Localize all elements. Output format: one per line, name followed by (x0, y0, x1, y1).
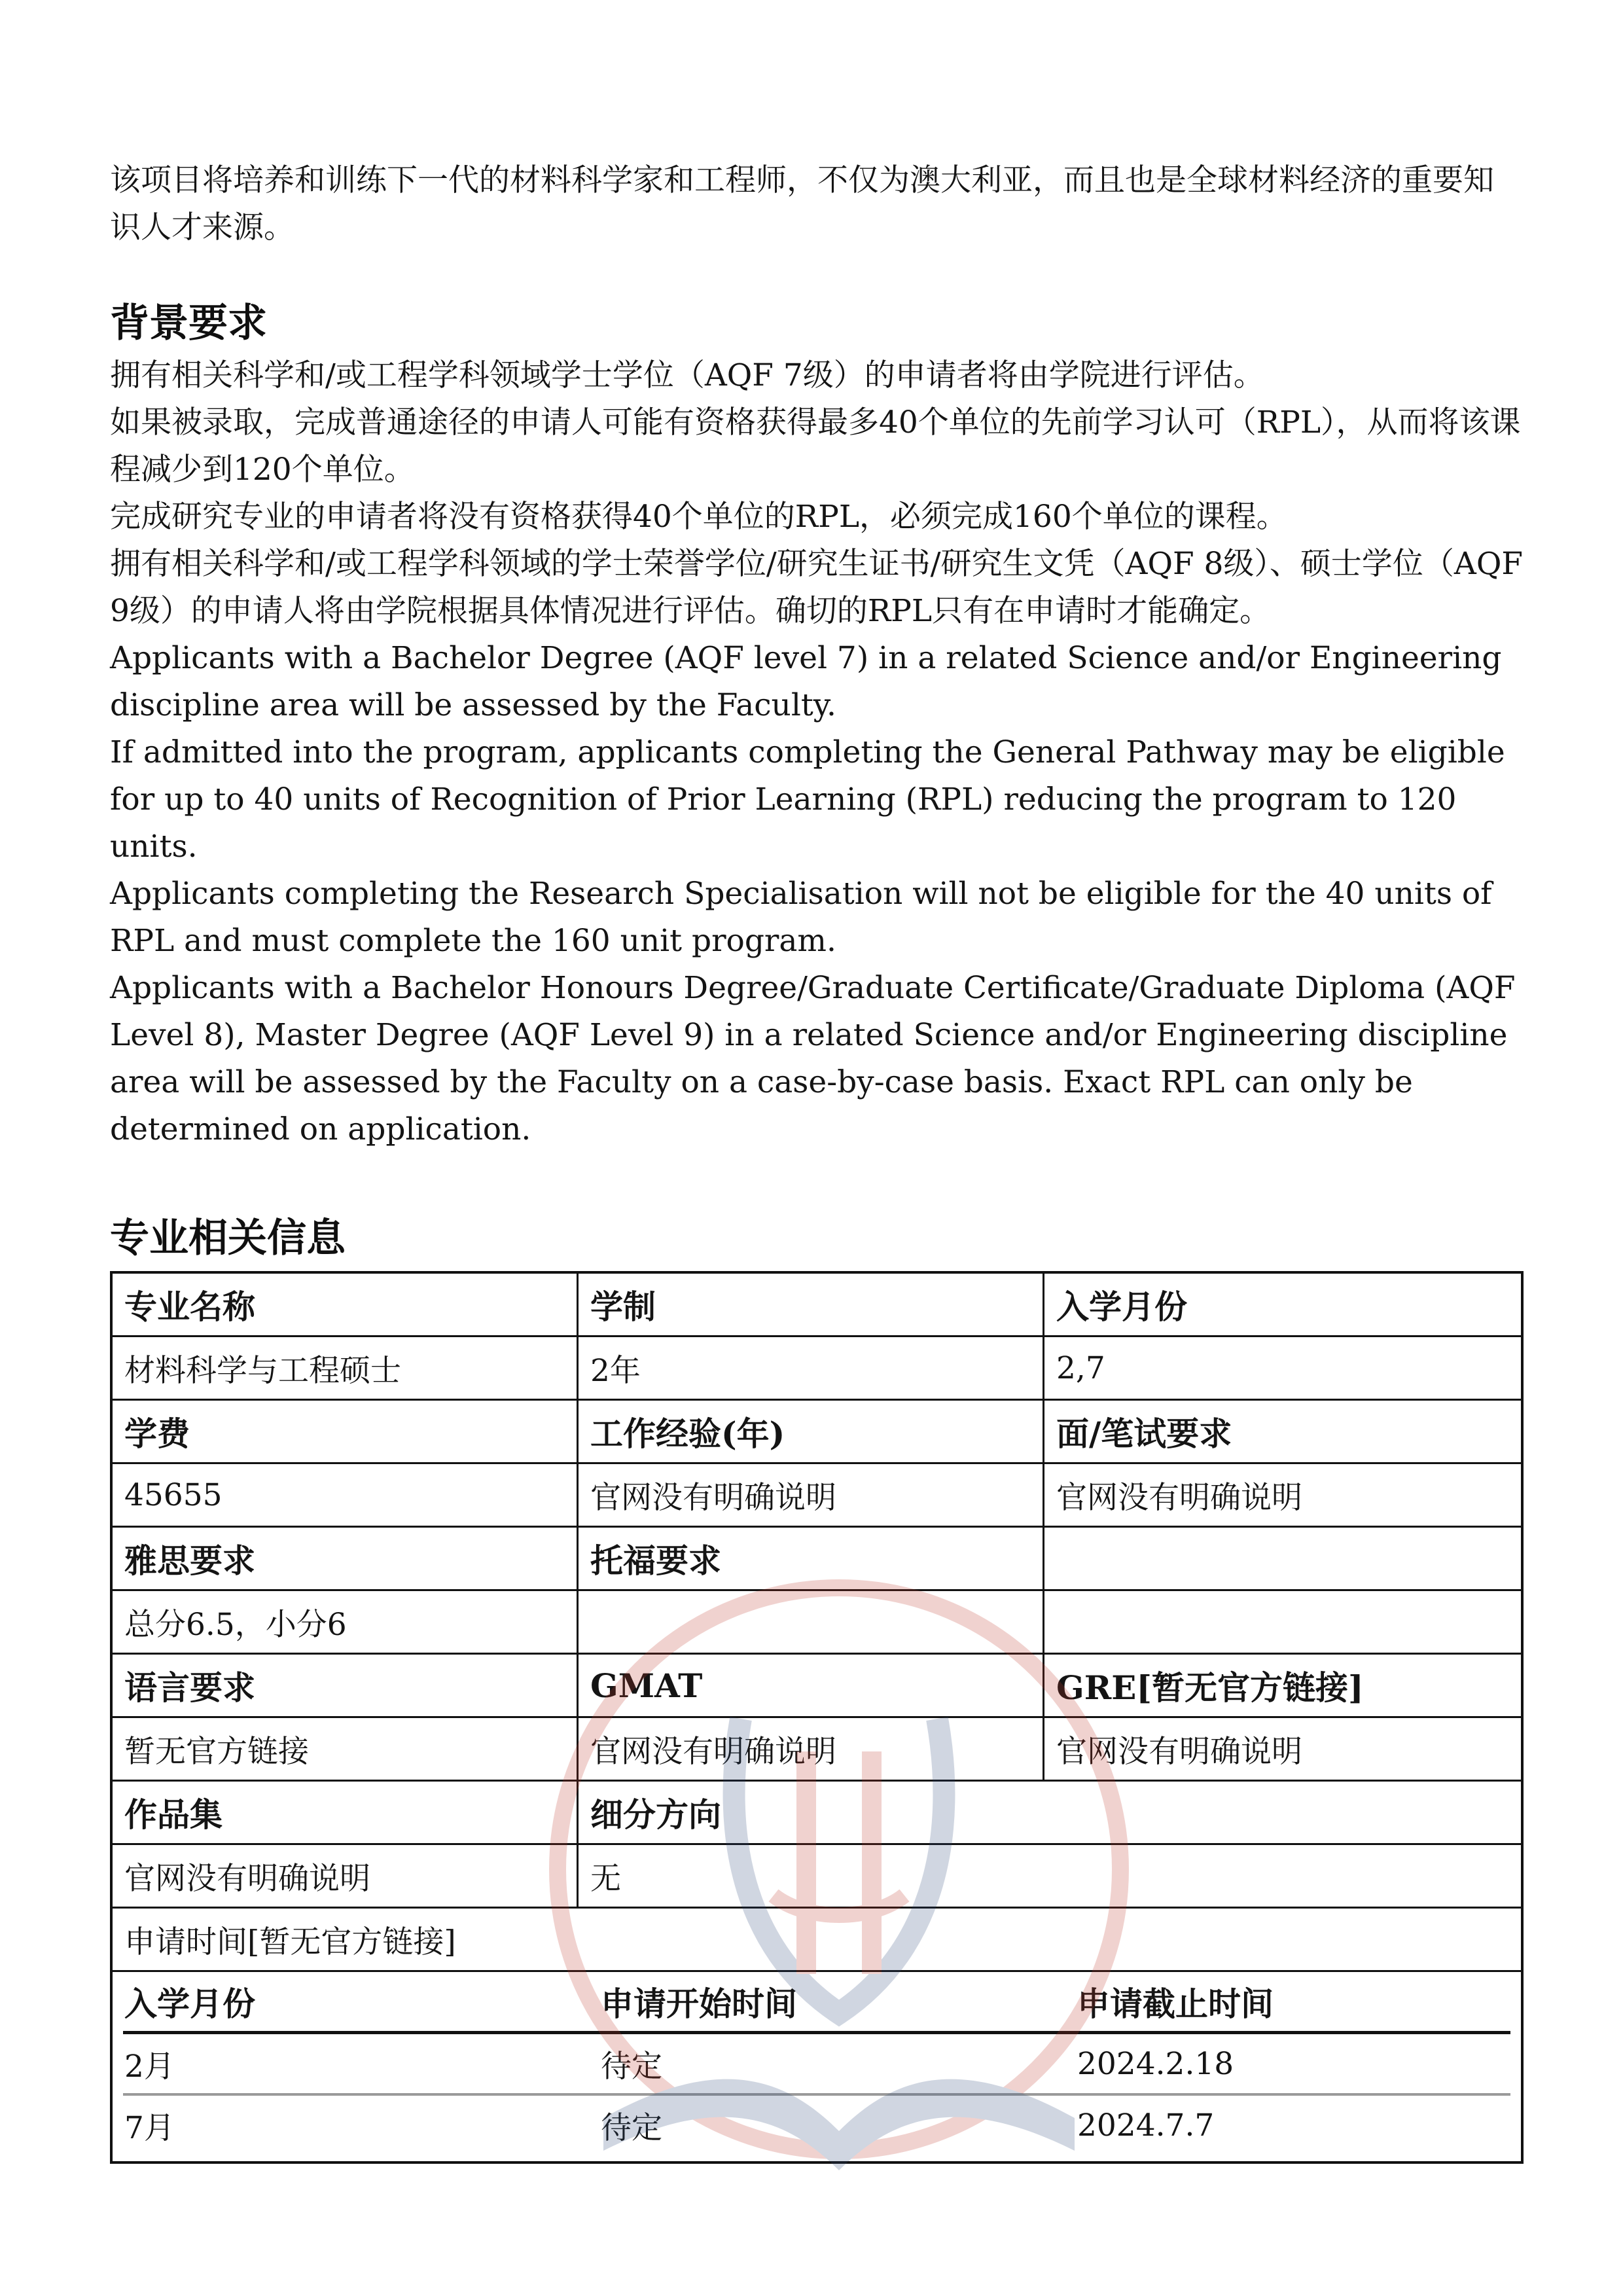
background-requirements (110, 352, 1524, 1153)
intake-label: 入学月份 (1056, 1287, 1187, 1326)
table-row (113, 1782, 1521, 1845)
table-row (113, 1401, 1521, 1464)
tuition-value: 45655 (113, 1464, 579, 1526)
apply-header-row (123, 1972, 1510, 2034)
bg-zh-line: 完成研究专业的申请者将没有资格获得40个单位的RPL，必须完成160个单位的课程。 (110, 499, 1287, 535)
document-page (110, 157, 1524, 2164)
program-info-section (110, 1212, 1524, 2164)
bg-en-line: Applicants with a Bachelor Degree (AQF level 7) in a related Science and/or Engineering discipline area will be assessed by the Faculty. (110, 640, 1502, 723)
apply-time-label: 申请时间[暂无官方链接] (124, 1924, 456, 1960)
apply-row (123, 2034, 1510, 2096)
apply-intake-cell: 7月 (124, 2109, 175, 2146)
apply-deadline-cell: 2024.2.18 (1077, 2045, 1234, 2082)
gmat-label: GMAT (579, 1655, 1044, 1716)
gre-value: 官网没有明确说明 (1056, 1733, 1302, 1770)
table-row (113, 1274, 1521, 1337)
bg-en-line: If admitted into the program, applicants completing the General Pathway may be eligible for up to 40 units of Recognition of Prior Learning (RPL) reducing the program to 120 units. (110, 734, 1505, 865)
bg-zh-line: 拥有相关科学和/或工程学科领域学士学位（AQF 7级）的申请者将由学院进行评估。 (110, 357, 1264, 393)
toefl-value (579, 1591, 1044, 1653)
intro-paragraph: 该项目将培养和训练下一代的材料科学家和工程师，不仅为澳大利亚，而且也是全球材料经济的重要知识人才来源。 (110, 162, 1494, 245)
ielts-value: 总分6.5，小分6 (113, 1591, 579, 1653)
apply-deadline-cell: 2024.7.7 (1077, 2107, 1215, 2144)
intake-value: 2,7 (1056, 1350, 1105, 1386)
bg-zh-line: 如果被录取，完成普通途径的申请人可能有资格获得最多40个单位的先前学习认可（RPL），从而将该课程减少到120个单位。 (110, 404, 1521, 488)
interview-value: 官网没有明确说明 (1056, 1479, 1302, 1516)
bg-zh-line: 拥有相关科学和/或工程学科领域的学士荣誉学位/研究生证书/研究生文凭（AQF 8级）、硕士学位（AQF 9级）的申请人将由学院根据具体情况进行评估。确切的RPL只有在申请时才能确定。 (110, 546, 1524, 629)
gmat-value: 官网没有明确说明 (579, 1718, 1044, 1780)
tuition-label: 学费 (113, 1401, 579, 1462)
program-info-title: 专业相关信息 (110, 1215, 346, 1261)
portfolio-value: 官网没有明确说明 (113, 1845, 579, 1907)
duration-value: 2年 (579, 1337, 1044, 1399)
empty-cell (1044, 1528, 1521, 1589)
bg-en-line: Applicants completing the Research Specialisation will not be eligible for the 40 units of RPL and must complete the 160 unit program. (110, 876, 1492, 959)
background-title: 背景要求 (110, 300, 267, 346)
table-row (113, 1655, 1521, 1718)
table-row (113, 1909, 1521, 1972)
work-exp-value: 官网没有明确说明 (579, 1464, 1044, 1526)
ielts-label: 雅思要求 (113, 1528, 579, 1589)
table-row (113, 1845, 1521, 1909)
table-row (113, 1591, 1521, 1655)
portfolio-label: 作品集 (113, 1782, 579, 1843)
gre-label: GRE[暂无官方链接] (1056, 1668, 1364, 1707)
language-label: 语言要求 (113, 1655, 579, 1716)
table-row (113, 1337, 1521, 1401)
language-value: 暂无官方链接 (113, 1718, 579, 1780)
apply-start-cell: 待定 (601, 2048, 662, 2085)
toefl-label: 托福要求 (579, 1528, 1044, 1589)
table-row (113, 1464, 1521, 1528)
apply-header-deadline: 申请截止时间 (1077, 1984, 1274, 2023)
bg-en-line: Applicants with a Bachelor Honours Degree/Graduate Certificate/Graduate Diploma (AQF Level 8), Master Degree (AQF Level 9) in a related Science and/or Engineering discipline area will be assessed by the Faculty on a case-by-case basis. Exact RPL can only be determined on application. (110, 970, 1516, 1147)
direction-label: 细分方向 (590, 1795, 721, 1834)
program-name-label: 专业名称 (113, 1274, 579, 1335)
table-row (113, 1718, 1521, 1782)
program-name-value: 材料科学与工程硕士 (113, 1337, 579, 1399)
work-exp-label: 工作经验(年) (579, 1401, 1044, 1462)
table-row (113, 1528, 1521, 1591)
apply-time-subtable (113, 1972, 1521, 2161)
program-info-table (110, 1271, 1524, 2164)
apply-header-intake: 入学月份 (124, 1984, 255, 2023)
apply-intake-cell: 2月 (124, 2048, 175, 2085)
apply-header-start: 申请开始时间 (601, 1984, 797, 2023)
interview-label: 面/笔试要求 (1056, 1414, 1232, 1453)
duration-label: 学制 (579, 1274, 1044, 1335)
empty-cell (1044, 1591, 1521, 1653)
apply-start-cell: 待定 (601, 2109, 662, 2146)
apply-row (123, 2096, 1510, 2155)
direction-value: 无 (590, 1860, 621, 1897)
